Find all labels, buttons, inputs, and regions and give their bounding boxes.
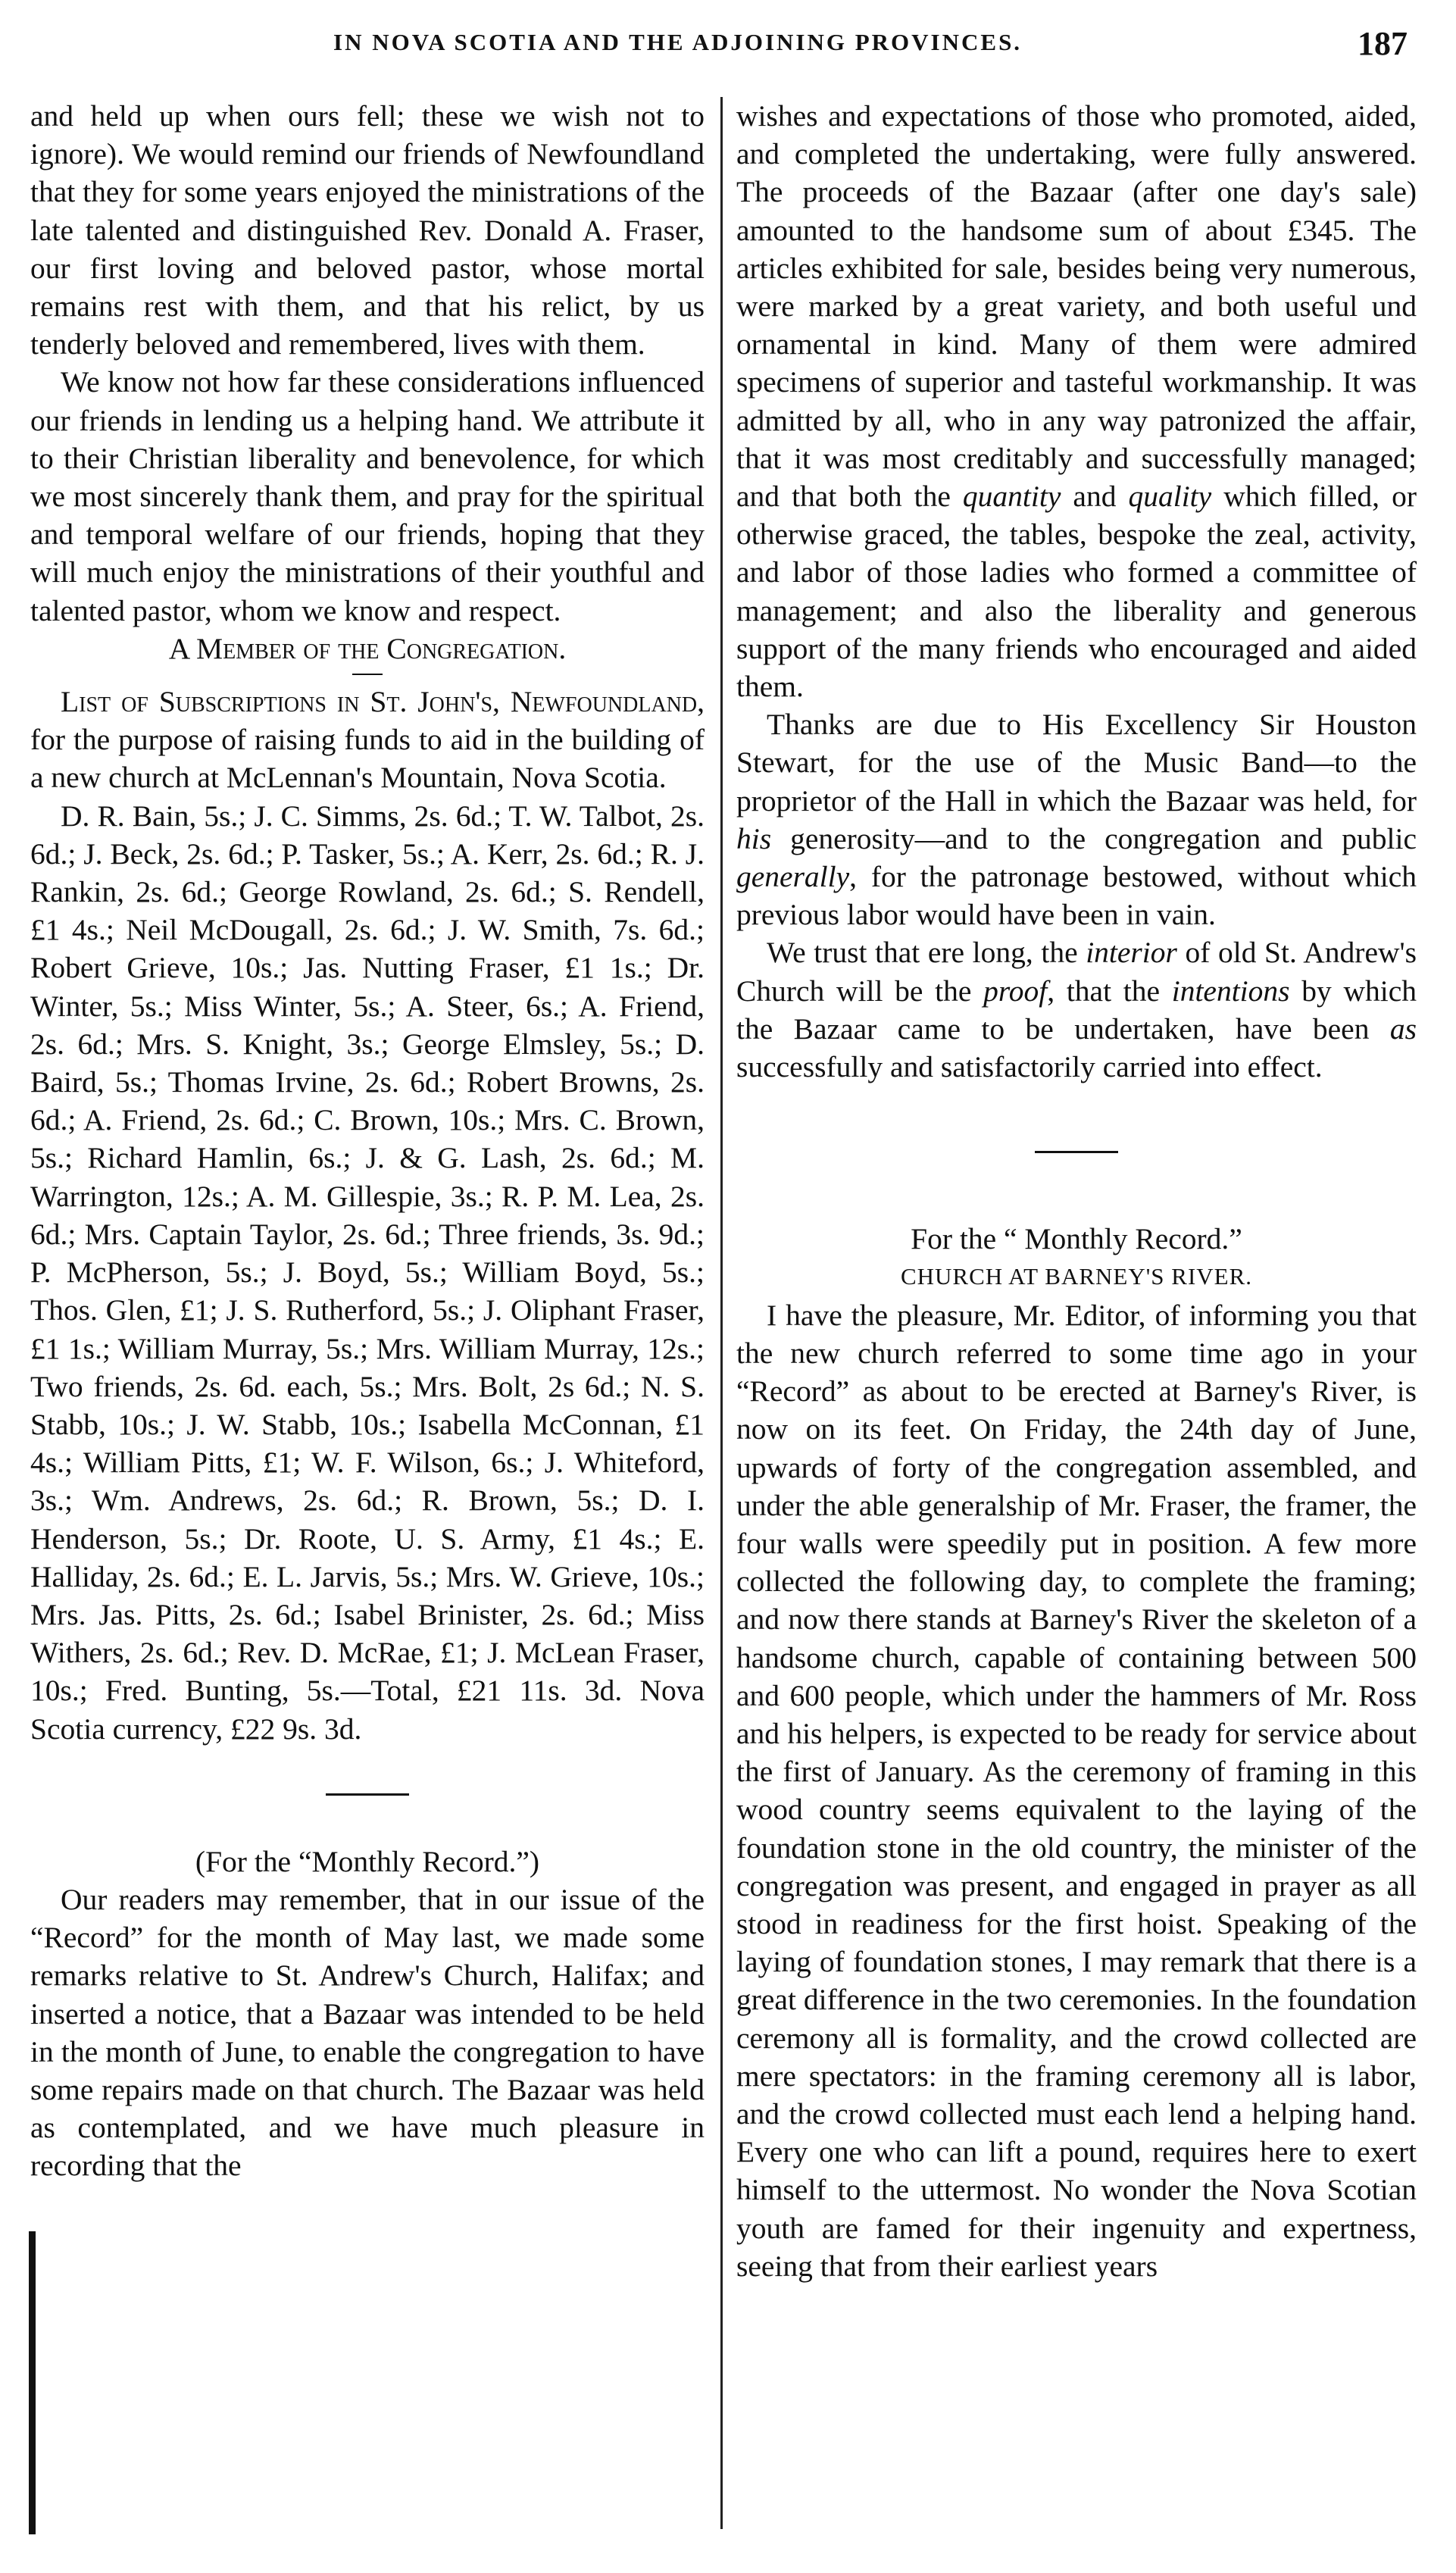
text-run: by which the Bazaar came to be undertaken, have been xyxy=(736,974,1417,1046)
letter-paragraph-2: We know not how far these considerations influenced our friends in lending us a helping hand. We attribute it to their Christian liberality and benevolence, for which we most sincerely thank them, and pray for the spiritual and temporal welfare of our friends, hoping that they will much enjoy the ministrations of their youthful and talented pastor, whom we know and respect. xyxy=(30,365,705,627)
record-heading: For the “ Monthly Record.” xyxy=(911,1222,1242,1256)
italic-intentions: intentions xyxy=(1171,974,1290,1008)
margin-mark xyxy=(29,2231,36,2534)
running-title: IN NOVA SCOTIA AND THE ADJOINING PROVINCES. xyxy=(333,29,1023,55)
record-heading: (For the “Monthly Record.”) xyxy=(195,1844,540,1878)
running-header xyxy=(0,23,1456,68)
right-column xyxy=(736,97,1417,2285)
left-column xyxy=(30,97,705,2185)
italic-interior: interior xyxy=(1086,936,1177,970)
text-run: successfully and satisfactorily carried into effect. xyxy=(736,1050,1323,1084)
italic-quantity: quantity xyxy=(962,480,1061,514)
church-paragraph: I have the pleasure, Mr. Editor, of informing you that the new church referred to some time ago in your “Record” as about to be erected at Barney's River, is now on its feet. On Friday, the 24th day of June, upwards of forty of the congregation assembled, and under the able generalship of Mr. Fraser, the framer, the four walls were speedily put in position. A few more collected the following day, to complete the framing; and now there stands at Barney's River the skeleton of a handsome church, capable of containing between 500 and 600 people, which under the hammers of Mr. Ross and his helpers, is expected to be ready for service about the first of January. As the ceremony of framing in this wood country seems equivalent to the laying of the foundation stone in the old country, the minister of the congregation was present, and engaged in prayer as all stood in readiness for the first hoist. Speaking of the laying of foundation stones, I may remark that there is a great difference in the two ceremonies. In the foundation ceremony all is formality, and the crowd collected are mere spectators: in the framing ceremony all is labor, and the crowd collected must each lend a helping hand. Every one who can lift a pound, requires here to exert himself to the uttermost. No wonder the Nova Scotian youth are famed for their ingenuity and expertness, seeing that from their earliest years xyxy=(736,1298,1417,2283)
section-rule xyxy=(1035,1151,1118,1153)
subscription-list: D. R. Bain, 5s.; J. C. Simms, 2s. 6d.; T. W. Talbot, 2s. 6d.; J. Beck, 2s. 6d.; P. Tasker, 5s.; A. Kerr, 2s. 6d.; R. J. Rankin, 2s. 6d.; George Rowland, 2s. 6d.; S. Rendell, £1 4s.; Neil McDougall, 2s. 6d.; J. W. Smith, 7s. 6d.; Robert Grieve, 10s.; Jas. Nutting Fraser, £1 1s.; Dr. Winter, 5s.; Miss Winter, 5s.; A. Steer, 6s.; A. Friend, 2s. 6d.; Mrs. S. Knight, 3s.; George Elmsley, 5s.; D. Baird, 5s.; Thomas Irvine, 2s. 6d.; Robert Browns, 2s. 6d.; A. Friend, 2s. 6d.; C. Brown, 10s.; Mrs. C. Brown, 5s.; Richard Hamlin, 6s.; J. & G. Lash, 2s. 6d.; M. Warrington, 12s.; A. M. Gillespie, 3s.; R. P. M. Lea, 2s. 6d.; Mrs. Captain Taylor, 2s. 6d.; Three friends, 3s. 9d.; P. McPherson, 5s.; J. Boyd, 5s.; William Boyd, 5s.; Thos. Glen, £1; J. S. Rutherford, 5s.; J. Oliphant Fraser, £1 1s.; William Murray, 5s.; Mrs. William Murray, 12s.; Two friends, 2s. 6d. each, 5s.; Mrs. Bolt, 2s 6d.; N. S. Stabb, 10s.; J. W. Stabb, 10s.; Isabella McConnan, £1 4s.; William Pitts, £1; W. F. Wilson, 6s.; J. Whiteford, 3s.; Wm. Andrews, 2s. 6d.; R. Brown, 5s.; D. I. Henderson, 5s.; Dr. Roote, U. S. Army, £1 4s.; E. Halliday, 2s. 6d.; E. L. Jarvis, 5s.; Mrs. W. Grieve, 10s.; Mrs. Jas. Pitts, 2s. 6d.; Isabel Brinister, 2s. 6d.; Miss Withers, 2s. 6d.; Rev. D. McRae, £1; J. McLean Fraser, 10s.; Fred. Bunting, 5s.—Total, £21 11s. 3d. Nova Scotia currency, £22 9s. 3d. xyxy=(30,799,705,1746)
letter-paragraph-1: and held up when ours fell; these we wish not to ignore). We would remind our friends of Newfoundland that they for some years enjoyed the ministrations of the late talented and distinguished Rev. Donald A. Fraser, our first loving and beloved pastor, whose mortal remains rest with them, and that his relict, by us tenderly beloved and remembered, lives with them. xyxy=(30,99,705,361)
text-run: We trust that ere long, the xyxy=(767,936,1086,970)
bazaar-paragraph: Our readers may remember, that in our issue of the “Record” for the month of May last, we made some remarks relative to St. Andrew's Church, Halifax; and inserted a notice, that a Bazaar was intended to be held in the month of June, to enable the congregation to have some repairs made on that church. The Bazaar was held as contemplated, and we have much pleasure in recording that the xyxy=(30,1882,705,2183)
italic-generally: generally xyxy=(736,860,850,894)
text-run: generosity—and to the congregation and public xyxy=(771,821,1417,855)
letter-signature: A Member of the Congregation. xyxy=(168,631,567,665)
italic-as: as xyxy=(1389,1011,1417,1046)
text-run: and xyxy=(1061,480,1129,514)
text-run: which filled, or otherwise graced, the tables, bespoke the zeal, activity, and labor of those ladies who formed a committee of management; and also the liberality and generous support of the many friends who encouraged and aided them. xyxy=(736,480,1417,704)
subscription-intro xyxy=(30,683,705,797)
text-run: wishes and expectations of those who promoted, aided, and completed the undertaking, were fully answered. The proceeds of the Bazaar (after one day's sale) amounted to the handsome sum of about £345. The articles exhibited for sale, besides being very numerous, were marked by a great variety, and both useful und ornamental in kind. Many of them were admired specimens of superior and tasteful workmanship. It was admitted by all, who in any way patronized the affair, that it was most creditably and successfully managed; and that both the xyxy=(736,99,1417,514)
text-run: , for the patronage bestowed, without which previous labor would have been in vain. xyxy=(736,860,1417,932)
thanks-paragraph xyxy=(736,705,1417,933)
trust-paragraph xyxy=(736,933,1417,1086)
italic-proof: proof xyxy=(983,974,1048,1008)
page-number: 187 xyxy=(1358,25,1408,62)
short-rule xyxy=(352,674,383,675)
bazaar-continued-paragraph xyxy=(736,97,1417,705)
subscription-purpose: for the purpose of raising funds to aid in the building of a new church at McLennan's Mountain, Nova Scotia. xyxy=(30,723,705,795)
italic-quality: quality xyxy=(1128,480,1212,514)
column-divider xyxy=(720,97,723,2529)
church-heading: CHURCH AT BARNEY'S RIVER. xyxy=(900,1263,1253,1290)
text-run: , that the xyxy=(1047,974,1172,1008)
italic-his: his xyxy=(736,821,772,855)
text-run: Thanks are due to His Excellency Sir Houston Stewart, for the use of the Music Band—to the proprietor of the Hall in which the Bazaar was held, for xyxy=(736,708,1417,818)
section-rule xyxy=(326,1793,409,1796)
subscription-heading: List of Subscriptions in St. John's, Newfoundland, xyxy=(61,685,705,719)
text-run: of old St. Andrew's Church will be the xyxy=(736,936,1417,1008)
